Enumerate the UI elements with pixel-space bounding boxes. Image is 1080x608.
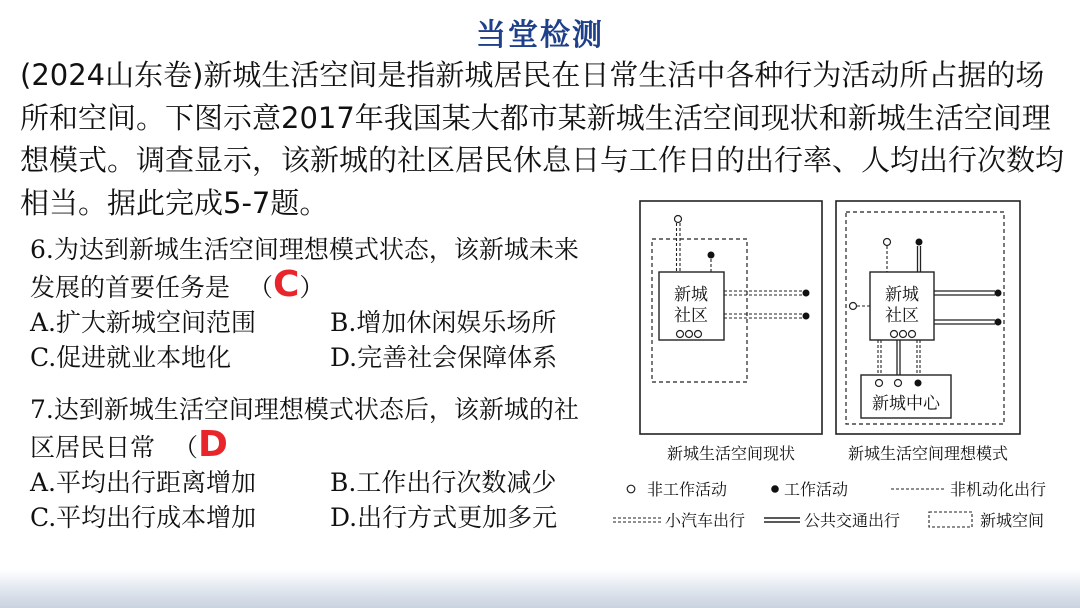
panel-ideal-work-dot bbox=[995, 319, 1002, 326]
legend-non-work-label: 非工作活动 bbox=[647, 480, 728, 499]
legend-work-label: 工作活动 bbox=[784, 480, 849, 499]
panel-ideal bbox=[836, 201, 1020, 434]
question-7-option-d: D.出行方式更加多元 bbox=[330, 503, 558, 532]
question-7-option-b: B.工作出行次数减少 bbox=[330, 468, 557, 497]
question-6-options-row-2 bbox=[30, 340, 630, 375]
question-6 bbox=[30, 232, 630, 375]
question-intro: (2024山东卷)新城生活空间是指新城居民在日常生活中各种行为活动所占据的场所和空间。下图示意2017年我国某大都市某新城生活空间现状和新城生活空间理想模式。调查显示，该新城的社区居民休息日与工作日的出行率、人均出行次数均相当。据此完成5-7题。 bbox=[20, 58, 1065, 220]
question-7-options-row-1 bbox=[30, 465, 630, 500]
question-7-stem-text: 区居民日常 bbox=[30, 433, 156, 462]
panel-current-community-label-2: 社区 bbox=[674, 306, 708, 326]
question-6-option-d: D.完善社会保障体系 bbox=[330, 343, 558, 372]
panel-ideal-non-work-dot bbox=[900, 331, 907, 338]
legend bbox=[613, 480, 1046, 530]
panel-current-work-dot bbox=[708, 252, 715, 259]
question-7-paren-open: （ bbox=[172, 433, 198, 462]
panel-ideal-non-work-dot bbox=[884, 239, 891, 246]
panel-current-work-dot bbox=[803, 313, 810, 320]
question-6-paren-open: （ bbox=[247, 273, 273, 302]
panel-current-non-work-dot bbox=[677, 331, 684, 338]
question-7-option-a: A.平均出行距离增加 bbox=[30, 468, 257, 497]
legend-space-label: 新城空间 bbox=[980, 511, 1045, 530]
panel-ideal-non-work-dot bbox=[876, 380, 883, 387]
panel-ideal-non-work-dot bbox=[895, 380, 902, 387]
question-6-option-a: A.扩大新城空间范围 bbox=[30, 308, 257, 337]
panel-ideal-work-dot bbox=[916, 239, 923, 246]
panel-current-non-work-dot bbox=[695, 331, 702, 338]
panel-current bbox=[640, 201, 822, 434]
panel-ideal-center-label: 新城中心 bbox=[872, 394, 940, 414]
panel-ideal-non-work-dot bbox=[891, 331, 898, 338]
question-6-options-row-1 bbox=[30, 305, 630, 340]
panel-ideal-non-work-dot bbox=[850, 303, 857, 310]
panel-current-non-work-dot bbox=[675, 216, 682, 223]
panel-current-work-dot bbox=[803, 290, 810, 297]
question-7-stem-line-1: 7.达到新城生活空间理想模式状态后，该新城的社 bbox=[30, 395, 579, 424]
living-space-diagram bbox=[607, 184, 1067, 540]
panel-ideal-work-dot bbox=[915, 380, 922, 387]
question-6-stem-line-1: 6.为达到新城生活空间理想模式状态，该新城未来 bbox=[30, 235, 579, 264]
question-6-handwritten-answer: C bbox=[272, 264, 300, 305]
question-6-stem-line-2 bbox=[30, 264, 630, 305]
panel-ideal-community-label-2: 社区 bbox=[885, 306, 919, 326]
question-6-option-b: B.增加休闲娱乐场所 bbox=[330, 308, 557, 337]
living-space-diagram-svg bbox=[607, 184, 1067, 540]
question-7-option-c: C.平均出行成本增加 bbox=[30, 503, 257, 532]
panel-ideal-community-label-1: 新城 bbox=[885, 285, 919, 305]
question-7-stem-line-2 bbox=[30, 424, 630, 465]
panel-current-community-label-1: 新城 bbox=[674, 285, 708, 305]
question-7 bbox=[30, 392, 630, 535]
question-6-stem-text: 发展的首要任务是 bbox=[30, 273, 231, 302]
question-6-paren-close: ） bbox=[299, 273, 325, 302]
legend-non-motor-label: 非机动化出行 bbox=[950, 480, 1047, 499]
question-6-option-c: C.促进就业本地化 bbox=[30, 343, 232, 372]
legend-work-icon bbox=[771, 485, 779, 493]
panel-ideal-non-work-dot bbox=[909, 331, 916, 338]
legend-transit-label: 公共交通出行 bbox=[804, 511, 901, 530]
question-7-options-row-2 bbox=[30, 500, 630, 535]
caption-ideal: 新城生活空间理想模式 bbox=[847, 444, 1009, 463]
question-7-handwritten-answer: D bbox=[197, 424, 228, 465]
panel-current-non-work-dot bbox=[686, 331, 693, 338]
page-title: 当堂检测 bbox=[476, 18, 604, 53]
caption-current: 新城生活空间现状 bbox=[666, 444, 796, 463]
legend-non-work-icon bbox=[627, 485, 635, 493]
panel-ideal-work-dot bbox=[995, 290, 1002, 297]
legend-space-icon bbox=[929, 512, 972, 527]
footer-band bbox=[0, 570, 1080, 608]
legend-car-label: 小汽车出行 bbox=[665, 511, 746, 530]
